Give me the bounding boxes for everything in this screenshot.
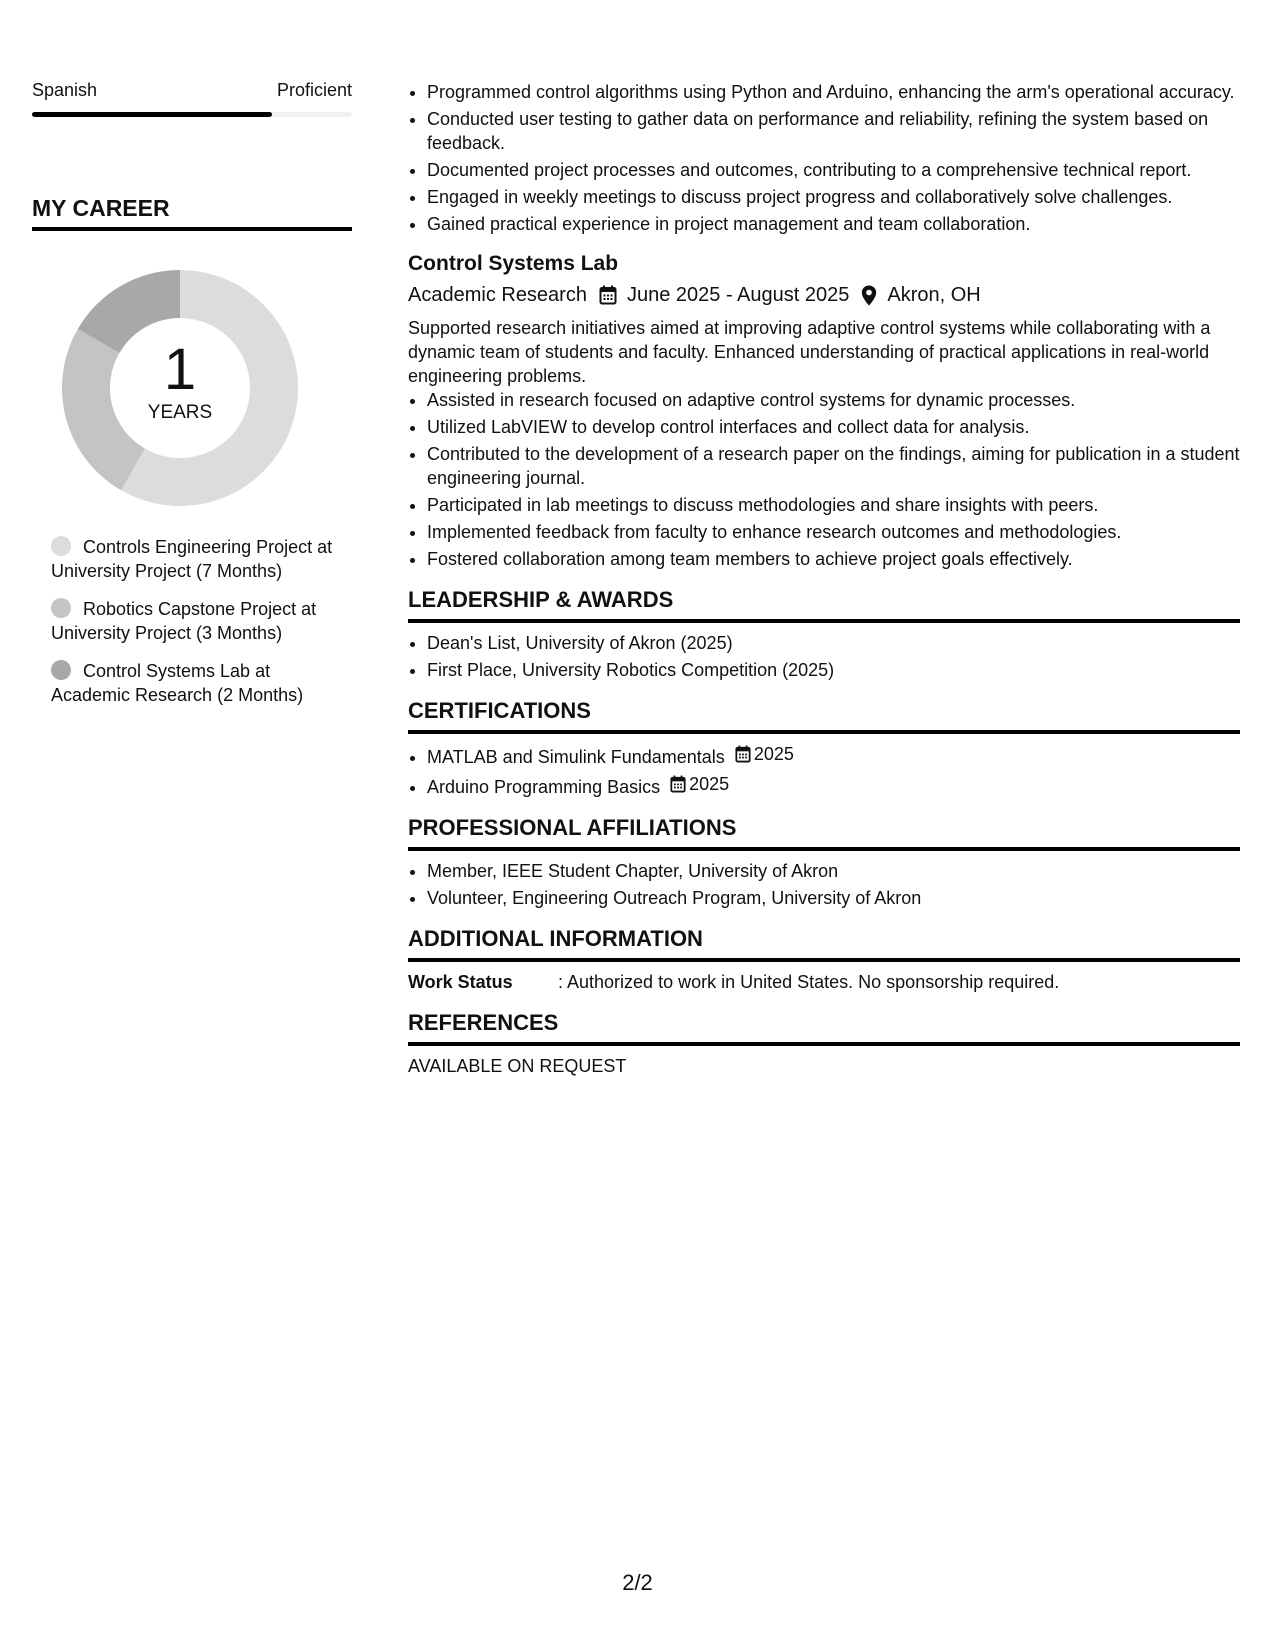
career-legend: [51, 535, 336, 707]
map-pin-icon: [861, 285, 877, 306]
references-heading: REFERENCES: [408, 1008, 1240, 1046]
list-item: • Participated in lab meetings to discuss methodologies and share insights with peers.: [427, 493, 1240, 517]
list-item: [427, 742, 1240, 769]
calendar-icon: [599, 285, 617, 305]
job-title: Control Systems Lab: [408, 252, 619, 275]
language-level: Proficient: [276, 80, 352, 100]
cert-name: Arduino Programming Basics: [427, 777, 661, 797]
additional-info-heading: ADDITIONAL INFORMATION: [408, 924, 1240, 962]
list-item: • Conducted user testing to gather data on performance and reliability, refining the system based on feedback.: [427, 107, 1240, 155]
right-column: [408, 80, 1240, 1078]
language-row: [32, 78, 352, 102]
job-location: Akron, OH: [887, 284, 981, 306]
list-item: • Engaged in weekly meetings to discuss project progress and collaboratively solve challenges.: [427, 185, 1240, 209]
cert-name: MATLAB and Simulink Fundamentals: [427, 747, 725, 767]
career-legend-label: Controls Engineering Project at University Project (7 Months): [51, 537, 333, 581]
job-bullets: [408, 388, 1240, 571]
job-dates: June 2025 - August 2025: [626, 284, 850, 306]
career-heading: MY CAREER: [32, 193, 352, 231]
job-meta: [408, 282, 1240, 308]
certifications-heading: CERTIFICATIONS: [408, 696, 1240, 734]
certifications-list: [408, 742, 1240, 799]
work-status-row: [408, 970, 1240, 994]
list-item: • First Place, University Robotics Competition (2025): [427, 658, 1240, 682]
list-item: • Volunteer, Engineering Outreach Program, University of Akron: [427, 886, 1240, 910]
career-legend-item: [51, 597, 336, 645]
list-item: • Utilized LabVIEW to develop control interfaces and collect data for analysis.: [427, 415, 1240, 439]
career-donut-chart: [55, 263, 305, 513]
language-proficiency-fill: [32, 112, 272, 117]
donut-center: [55, 337, 305, 425]
references-text: AVAILABLE ON REQUEST: [408, 1056, 627, 1076]
affiliations-heading: PROFESSIONAL AFFILIATIONS: [408, 813, 1240, 851]
job-organization: Academic Research: [408, 284, 587, 306]
language-name: Spanish: [32, 80, 98, 100]
list-item: • Gained practical experience in project management and team collaboration.: [427, 212, 1240, 236]
job-description: Supported research initiatives aimed at improving adaptive control systems while collaborating with a dynamic team of students and faculty. Enhanced understanding of practical applications in real-world engineering problems.: [408, 318, 1211, 386]
career-legend-label: Robotics Capstone Project at University Project (3 Months): [51, 599, 317, 643]
page-number: 2/2: [622, 1570, 653, 1595]
affiliations-list: [408, 859, 1240, 910]
cert-date: [735, 742, 794, 766]
cert-year: 2025: [689, 774, 730, 794]
career-legend-label: Control Systems Lab at Academic Research (2 Months): [51, 661, 304, 705]
left-column: [32, 78, 352, 721]
list-item: • Programmed control algorithms using Python and Arduino, enhancing the arm's operational accuracy.: [427, 80, 1240, 104]
legend-dot: [51, 660, 71, 680]
calendar-icon: [735, 745, 751, 763]
career-legend-item: [51, 535, 336, 583]
previous-job-bullets: [408, 80, 1240, 236]
career-legend-item: [51, 659, 336, 707]
list-item: • Contributed to the development of a research paper on the findings, aiming for publication in a student engineering journal.: [427, 442, 1240, 490]
list-item: [427, 772, 1240, 799]
work-status-label: Work Status: [408, 972, 513, 992]
cert-year: 2025: [753, 744, 794, 764]
leadership-list: [408, 631, 1240, 682]
list-item: • Dean's List, University of Akron (2025): [427, 631, 1240, 655]
list-item: • Implemented feedback from faculty to enhance research outcomes and methodologies.: [427, 520, 1240, 544]
cert-date: [670, 772, 729, 796]
leadership-heading: LEADERSHIP & AWARDS: [408, 585, 1240, 623]
calendar-icon: [670, 775, 686, 793]
career-total-unit: YEARS: [147, 402, 213, 423]
list-item: • Assisted in research focused on adaptive control systems for dynamic processes.: [427, 388, 1240, 412]
career-total-number: 1: [163, 337, 197, 402]
work-status-value: : Authorized to work in United States. No sponsorship required.: [558, 972, 1060, 992]
language-proficiency-bar: [32, 112, 352, 117]
list-item: • Fostered collaboration among team members to achieve project goals effectively.: [427, 547, 1240, 571]
legend-dot: [51, 598, 71, 618]
list-item: • Documented project processes and outcomes, contributing to a comprehensive technical report.: [427, 158, 1240, 182]
list-item: • Member, IEEE Student Chapter, University of Akron: [427, 859, 1240, 883]
legend-dot: [51, 536, 71, 556]
